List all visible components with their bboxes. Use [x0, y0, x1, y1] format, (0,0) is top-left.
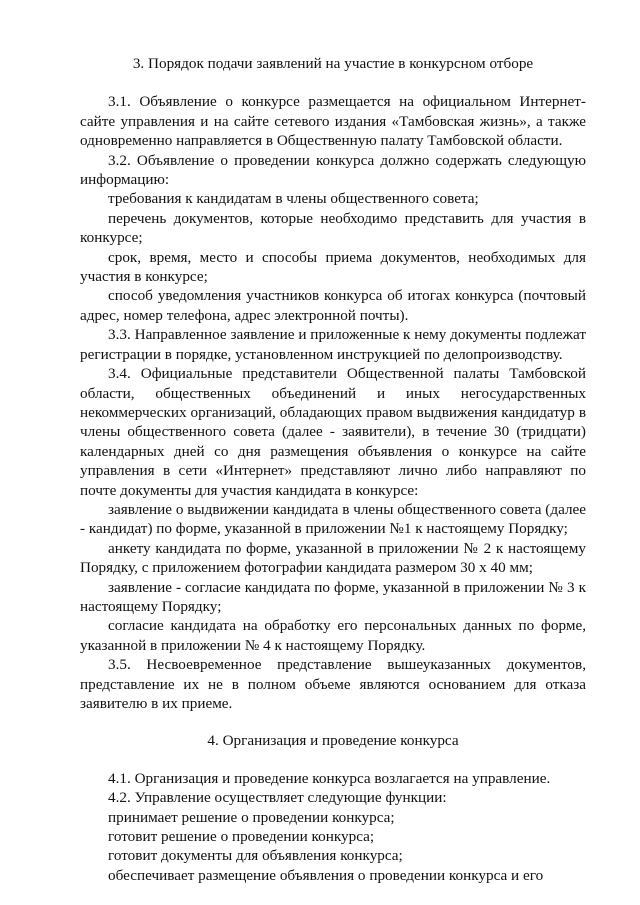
- list-item-nomination: заявление о выдвижении кандидата в члены общественного совета (далее - кандидат) по форме, указанной в приложении №1 к настоящему Порядку;: [80, 500, 586, 538]
- list-item-documents: перечень документов, которые необходимо представить для участия в конкурсе;: [80, 209, 586, 247]
- paragraph-3-5: 3.5. Несвоевременное представление вышеуказанных документов, представление их не в полном объеме являются основанием для отказа заявителю в их приеме.: [80, 656, 586, 712]
- paragraph-4-2: 4.2. Управление осуществляет следующие функции:: [108, 789, 447, 807]
- list-item-personal-data: согласие кандидата на обработку его персональных данных по форме, указанной в приложении № 4 к настоящему Порядку.: [80, 617, 586, 654]
- list-item-prepare-decision: готовит решение о проведении конкурса;: [108, 828, 375, 846]
- list-item-requirements: требования к кандидатам в члены общественного совета;: [108, 190, 479, 208]
- paragraph-3-2: 3.2. Объявление о проведении конкурса должно содержать следующую информацию:: [80, 151, 586, 189]
- list-item-deadline: срок, время, место и способы приема документов, необходимых для участия в конкурсе;: [80, 248, 586, 286]
- paragraph-3-3: 3.3. Направленное заявление и приложенные к нему документы подлежат регистрации в порядке, установленном инструкцией по делопроизводству.: [80, 326, 586, 363]
- list-item-decision: принимает решение о проведении конкурса;: [108, 808, 395, 826]
- paragraph-3-1: 3.1. Объявление о конкурсе размещается на официальном Интернет-сайте управления и на сайте сетевого издания «Тамбовская жизнь», а также одновременно направляется в Общественную палату Тамбовской области.: [80, 93, 586, 150]
- list-item-prepare-documents: готовит документы для объявления конкурса;: [108, 847, 403, 865]
- paragraph-4-1: 4.1. Организация и проведение конкурса возлагается на управление.: [108, 769, 551, 787]
- section-4-heading: 4. Организация и проведение конкурса: [207, 732, 459, 750]
- list-item-publication: обеспечивает размещение объявления о проведении конкурса и его: [108, 866, 544, 884]
- list-item-consent: заявление - согласие кандидата по форме, указанной в приложении № 3 к настоящему Порядку;: [80, 578, 586, 615]
- document-page: [80, 54, 586, 885]
- list-item-notification: способ уведомления участников конкурса об итогах конкурса (почтовый адрес, номер телефона, адрес электронной почты).: [80, 287, 586, 324]
- section-3-heading: 3. Порядок подачи заявлений на участие в конкурсном отборе: [132, 55, 534, 72]
- paragraph-3-4: 3.4. Официальные представители Общественной палаты Тамбовской области, общественных объединений и иных негосударственных некоммерческих организаций, обладающих правом выдвижения кандидатур в члены общественного совета (далее - заявители), в течение 30 (тридцати) календарных дней со дня размещения объявления о конкурсе на сайте управления в сети «Интернет» представляют лично либо направляют по почте документы для участия кандидата в конкурсе:: [80, 365, 586, 499]
- list-item-questionnaire: анкету кандидата по форме, указанной в приложении № 2 к настоящему Порядку, с приложением фотографии кандидата размером 30 х 40 мм;: [80, 539, 586, 577]
